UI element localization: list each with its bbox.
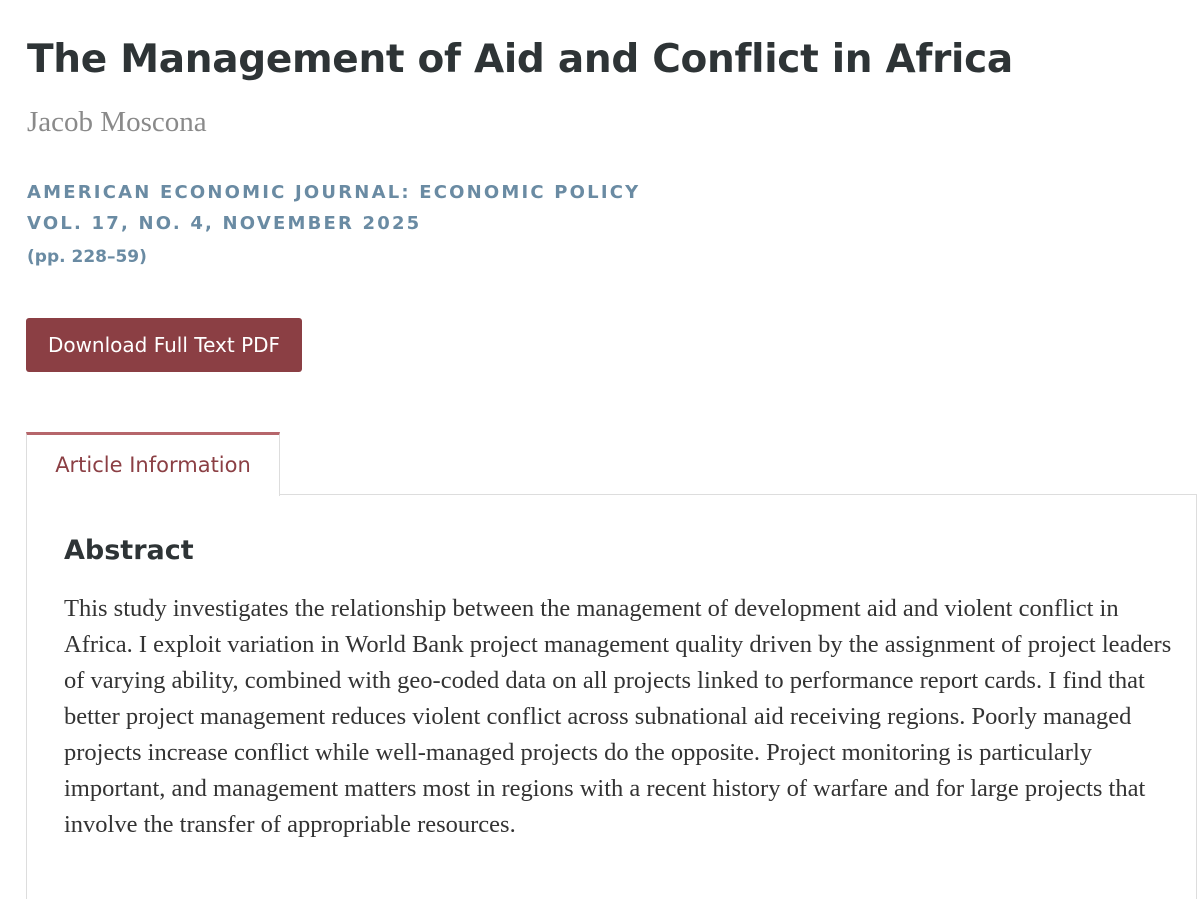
- journal-pages: (pp. 228–59): [27, 247, 147, 267]
- download-pdf-button[interactable]: Download Full Text PDF: [26, 318, 302, 372]
- abstract-text: This study investigates the relationship between the management of development aid and violent conflict in Africa. I exploit variation in World Bank project management quality driven by the assignment of project leaders of varying ability, combined with geo-coded data on all projects linked to performance report cards. I find that better project management reduces violent conflict across subnational aid receiving regions. Poorly managed projects increase conflict while well-managed projects do the opposite. Project monitoring is particularly important, and management matters most in regions with a recent history of warfare and for large projects that involve the transfer of appropriable resources.: [64, 595, 1172, 838]
- abstract-heading: Abstract: [64, 535, 194, 566]
- article-title: The Management of Aid and Conflict in Africa: [27, 37, 1013, 82]
- author-name[interactable]: Jacob Moscona: [27, 106, 207, 138]
- journal-volume-issue[interactable]: VOL. 17, NO. 4, NOVEMBER 2025: [27, 213, 422, 234]
- journal-name[interactable]: AMERICAN ECONOMIC JOURNAL: ECONOMIC POLICY: [27, 182, 641, 203]
- article-information-panel: [26, 494, 1197, 899]
- tab-article-information[interactable]: Article Information: [26, 432, 280, 496]
